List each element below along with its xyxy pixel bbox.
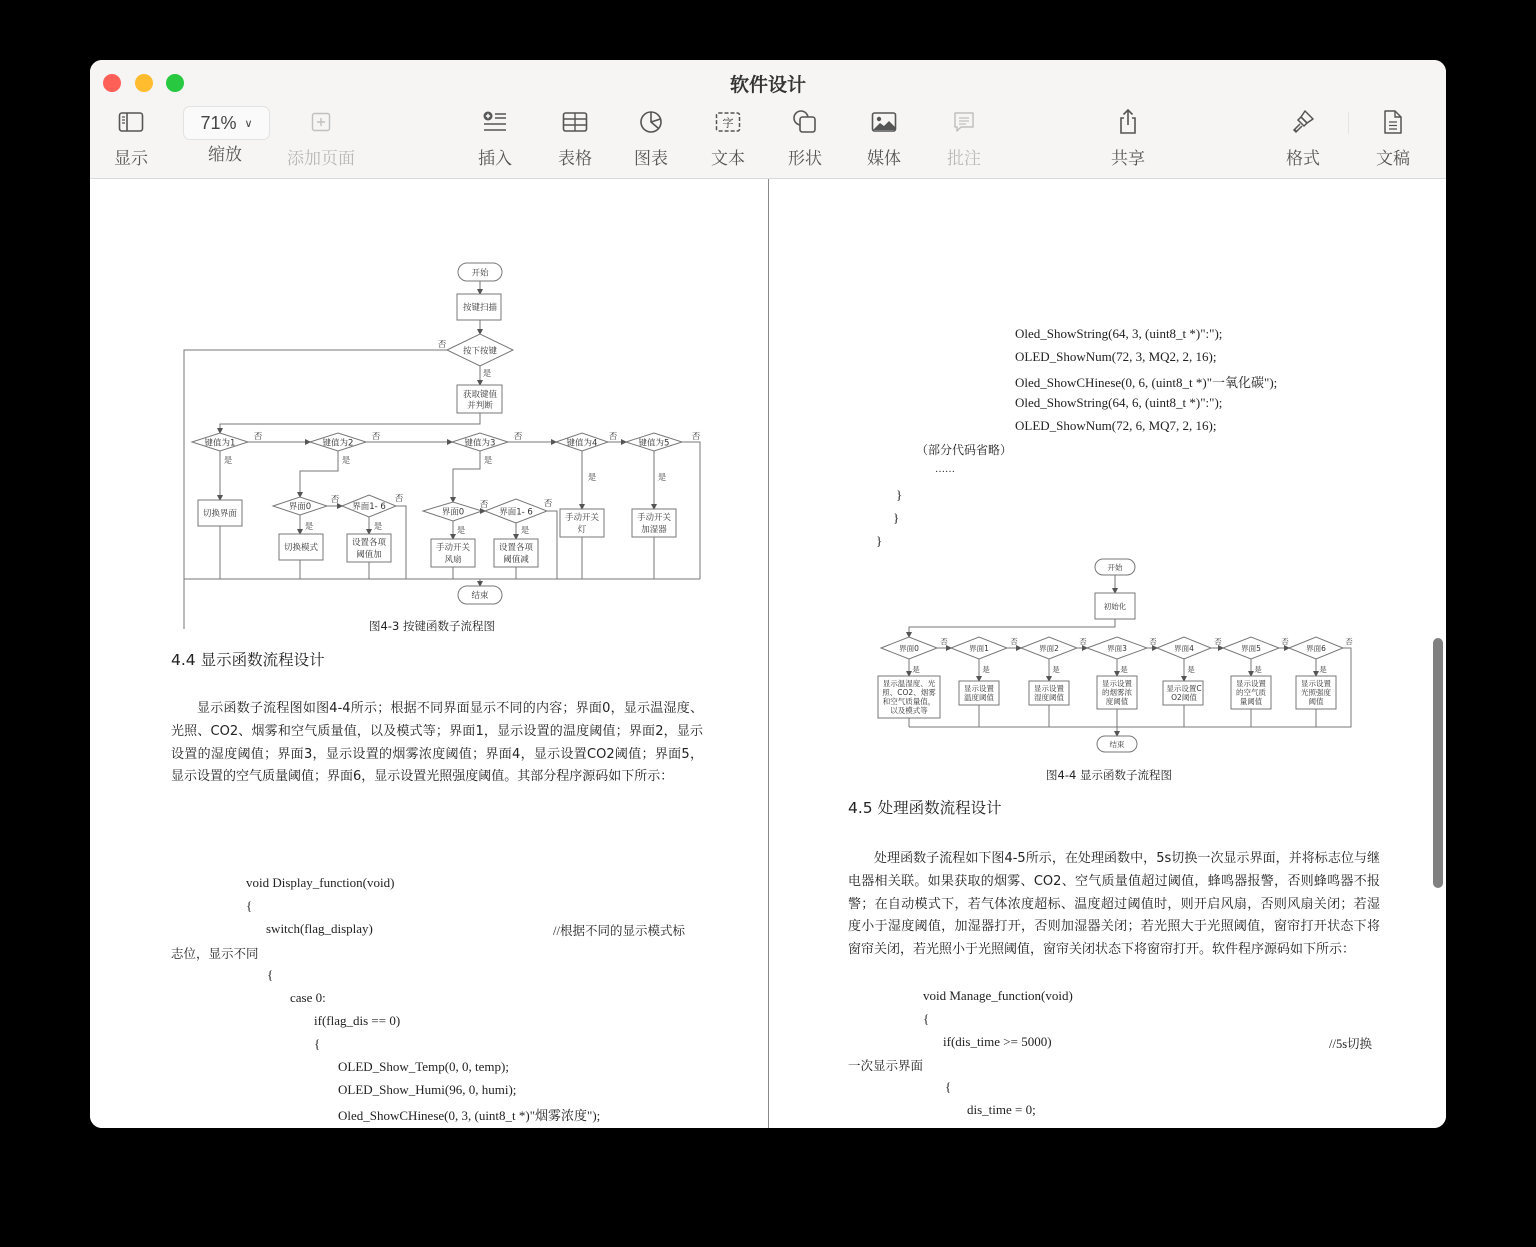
- svg-text:温度阈值: 温度阈值: [964, 693, 994, 702]
- svg-text:显示设置C: 显示设置C: [1166, 684, 1202, 693]
- zoom-dropdown[interactable]: [183, 106, 270, 140]
- svg-text:切换模式: 切换模式: [283, 543, 319, 553]
- sidebar-icon: [118, 111, 144, 133]
- svg-text:否: 否: [940, 637, 948, 646]
- chart-icon: [639, 110, 663, 134]
- svg-text:切换界面: 切换界面: [202, 509, 238, 519]
- svg-text:是: 是: [1254, 665, 1262, 674]
- svg-text:否: 否: [330, 495, 340, 505]
- svg-text:界面1: 界面1: [969, 644, 989, 653]
- svg-text:按下按键: 按下按键: [462, 346, 498, 357]
- svg-text:否: 否: [1281, 637, 1289, 646]
- svg-text:是: 是: [1052, 665, 1060, 674]
- body-paragraph: 显示函数子流程图如图4-4所示；根据不同界面显示不同的内容；界面0，显示温湿度、光照、CO2、烟雾和空气质量值，以及模式等；界面1，显示设置的温度阈值；界面2，显示设置的湿度阈值；界面3，显示设置的烟雾浓度阈值；界面4，显示设置CO2阈值；界面5，显示设置的空气质量阈值；界面6，显示设置光照强度阈值。其部分程序源码如下所示：: [171, 701, 703, 785]
- svg-text:否: 否: [437, 340, 447, 350]
- svg-text:初始化: 初始化: [1103, 602, 1127, 611]
- text-button[interactable]: [711, 104, 745, 169]
- svg-text:否: 否: [1214, 637, 1222, 646]
- svg-text:是: 是: [223, 456, 233, 466]
- svg-text:并判断: 并判断: [467, 401, 493, 411]
- format-label: 格式: [1286, 149, 1320, 168]
- svg-text:界面1- 6: 界面1- 6: [352, 502, 386, 512]
- share-label: 共享: [1111, 149, 1145, 168]
- insert-list-icon: [482, 110, 508, 134]
- key-flowchart: [180, 259, 710, 629]
- svg-text:否: 否: [371, 432, 381, 442]
- view-label: 显示: [114, 149, 148, 168]
- svg-text:显示设置: 显示设置: [1301, 679, 1331, 688]
- view-button[interactable]: [114, 104, 148, 169]
- svg-text:阈值减: 阈值减: [503, 555, 529, 565]
- svg-text:界面5: 界面5: [1241, 644, 1261, 653]
- svg-text:光照强度: 光照强度: [1301, 688, 1331, 697]
- svg-text:是: 是: [657, 473, 667, 483]
- svg-text:是: 是: [912, 665, 920, 674]
- svg-text:加湿器: 加湿器: [641, 525, 667, 535]
- zoom-label: 缩放: [208, 145, 242, 164]
- svg-text:是: 是: [341, 456, 351, 466]
- svg-text:是: 是: [982, 665, 990, 674]
- zoom-label-wrap: [208, 140, 242, 165]
- text-box-icon: [715, 111, 741, 133]
- svg-text:否: 否: [608, 432, 618, 442]
- media-button[interactable]: [867, 104, 901, 169]
- svg-text:是: 是: [1187, 665, 1195, 674]
- document-label: 文稿: [1376, 149, 1410, 168]
- svg-text:是: 是: [304, 522, 314, 532]
- svg-text:的空气质: 的空气质: [1236, 688, 1266, 697]
- add-page-label: 添加页面: [287, 149, 355, 168]
- comment-button[interactable]: [947, 104, 981, 169]
- svg-text:显示设置: 显示设置: [1102, 679, 1132, 688]
- svg-text:手动开关: 手动开关: [636, 513, 672, 523]
- section-heading: 4.4 显示函数流程设计: [171, 651, 325, 669]
- svg-text:否: 否: [691, 432, 701, 442]
- svg-text:否: 否: [1345, 637, 1353, 646]
- table-icon: [562, 111, 588, 133]
- svg-text:是: 是: [483, 456, 493, 466]
- svg-text:界面6: 界面6: [1306, 644, 1326, 653]
- svg-text:开始: 开始: [1107, 563, 1123, 572]
- svg-text:显示设置: 显示设置: [1236, 679, 1266, 688]
- svg-text:界面3: 界面3: [1107, 644, 1127, 653]
- svg-text:显示设置: 显示设置: [1034, 684, 1064, 693]
- svg-text:的烟雾浓: 的烟雾浓: [1102, 688, 1132, 697]
- page-divider: [768, 179, 769, 1128]
- svg-text:设置各项: 设置各项: [498, 543, 534, 553]
- document-icon: [1383, 109, 1403, 135]
- svg-text:界面0: 界面0: [288, 502, 312, 512]
- svg-text:是: 是: [520, 526, 530, 536]
- share-button[interactable]: [1111, 104, 1145, 169]
- document-button[interactable]: [1376, 104, 1410, 169]
- shape-label: 形状: [788, 149, 822, 168]
- add-page-icon: [310, 111, 332, 133]
- chart-label: 图表: [634, 149, 668, 168]
- toolbar: [90, 60, 1446, 179]
- insert-button[interactable]: [478, 104, 512, 169]
- chevron-down-icon: ∨: [244, 117, 253, 130]
- table-button[interactable]: [558, 104, 592, 169]
- figure-caption: 图4-3 按键函数子流程图: [369, 619, 495, 633]
- svg-text:是: 是: [587, 473, 597, 483]
- svg-text:阈值: 阈值: [1308, 697, 1324, 706]
- svg-text:风扇: 风扇: [444, 555, 462, 565]
- svg-text:设置各项: 设置各项: [351, 538, 387, 548]
- window-title: 软件设计: [729, 75, 806, 96]
- comment-label: 批注: [947, 149, 981, 168]
- svg-text:否: 否: [253, 432, 263, 442]
- svg-text:获取键值: 获取键值: [462, 390, 498, 400]
- share-icon: [1117, 108, 1139, 136]
- display-flowchart: [873, 555, 1353, 755]
- svg-text:键值为1: 键值为1: [204, 438, 236, 449]
- svg-text:显示设置: 显示设置: [964, 684, 994, 693]
- svg-text:开始: 开始: [471, 268, 489, 279]
- svg-text:界面0: 界面0: [899, 644, 919, 653]
- svg-text:界面1- 6: 界面1- 6: [499, 507, 533, 518]
- svg-text:否: 否: [479, 500, 489, 510]
- svg-text:否: 否: [543, 499, 553, 509]
- svg-text:显示温湿度、光: 显示温湿度、光: [882, 679, 936, 688]
- insert-label: 插入: [478, 149, 512, 168]
- svg-text:是: 是: [482, 369, 492, 379]
- chart-button[interactable]: [634, 104, 668, 169]
- svg-text:湿度阈值: 湿度阈值: [1034, 693, 1064, 702]
- svg-text:手动开关: 手动开关: [435, 543, 471, 553]
- body-paragraph: 处理函数子流程如下图4-5所示，在处理函数中，5s切换一次显示界面，并将标志位与继电器相关联。如果获取的烟雾、CO2、空气质量值超过阈值，蜂鸣器报警，否则蜂鸣器不报警；在自动模式下，若气体浓度超标、温度超过阈值时，则开启风扇，否则风扇关闭；若湿度小于湿度阈值，加湿器打开，否则加湿器关闭；若光照大于光照阈值，窗帘打开状态下将窗帘关闭，若光照小于光照阈值，窗帘关闭状态下将窗帘打开。软件程序源码如下所示：: [848, 851, 1380, 958]
- svg-text:结束: 结束: [471, 591, 489, 601]
- svg-text:否: 否: [1010, 637, 1018, 646]
- svg-text:以及模式等: 以及模式等: [890, 706, 928, 715]
- section-heading-4-5: 4.5 处理函数流程设计: [848, 799, 1002, 817]
- shape-button[interactable]: [788, 104, 822, 169]
- svg-text:是: 是: [1120, 665, 1128, 674]
- comment-icon: [952, 110, 976, 134]
- svg-text:是: 是: [1319, 665, 1327, 674]
- svg-text:度阈值: 度阈值: [1105, 697, 1129, 706]
- paintbrush-icon: [1291, 109, 1315, 135]
- svg-text:量阈值: 量阈值: [1239, 697, 1263, 706]
- svg-text:是: 是: [373, 522, 383, 532]
- svg-text:字: 字: [722, 116, 734, 130]
- svg-text:灯: 灯: [577, 525, 587, 535]
- table-label: 表格: [558, 149, 592, 168]
- svg-text:键值为3: 键值为3: [464, 438, 496, 449]
- svg-text:否: 否: [513, 432, 523, 442]
- svg-text:和空气质量值，: 和空气质量值，: [882, 697, 936, 706]
- svg-text:是: 是: [456, 526, 466, 536]
- svg-text:照、CO2、烟雾: 照、CO2、烟雾: [882, 688, 936, 697]
- text-label: 文本: [711, 149, 745, 168]
- svg-text:界面0: 界面0: [441, 507, 465, 518]
- media-label: 媒体: [867, 149, 901, 168]
- toolbar-separator: [1348, 112, 1349, 134]
- vertical-scrollbar[interactable]: [1433, 638, 1443, 888]
- svg-text:手动开关: 手动开关: [564, 513, 600, 523]
- format-button[interactable]: [1286, 104, 1320, 169]
- figure-caption: 图4-4 显示函数子流程图: [1046, 768, 1172, 782]
- svg-text:否: 否: [1079, 637, 1087, 646]
- svg-text:否: 否: [1149, 637, 1157, 646]
- app-window: [90, 60, 1446, 1128]
- add-page-button[interactable]: [287, 104, 355, 169]
- svg-text:O2阈值: O2阈值: [1171, 693, 1197, 702]
- svg-text:键值为2: 键值为2: [322, 438, 354, 449]
- svg-text:结束: 结束: [1109, 740, 1125, 749]
- svg-text:按键扫描: 按键扫描: [462, 303, 498, 313]
- zoom-value: 71%: [200, 112, 237, 133]
- svg-text:否: 否: [394, 494, 404, 504]
- document-canvas[interactable]: 开始 按键扫描 按下按键 否 是 获取键值 并判断 键值为1 键值为2 键值为3 键值为4 键值为5 否 否 否 否 否 是 是 是 是 是 切换界面 界面0 界面1- 6 否 否 是 是 切换模式 设置各项 阈值加 界面0 界面1- 6 否 否 是 是 手动开关 风扇 设置各项 阈值减 手动开关 灯 手动开关 加湿器 结束 图4-3 按键函数子流程图 4.4 显示函数流程设计 显示函数子流程图如图4-4所示；根据不同界面显示不同的内容；界面0，显示温湿度、光照、CO2、烟雾和空气质量值，以及模式等；界面1，显示设置的温度阈值；界面2，显示设置的湿度阈值；界面3，显示设置的烟雾浓度阈值；界面4，显示设置CO2阈值；界面5，显示设置的空气质量阈值；界面6，显示设置光照强度阈值。其部分程序源码如下所示： void Display_function(void) { switch(flag_display) //根据不同的显示模式标 志位，显示不同 { case 0: if(flag_dis == 0) { OLED_Show_Temp(0, 0, temp); OLED_Show_Humi(96, 0, humi); Oled_ShowCHinese(0, 3, (uint8_t *)"烟雾浓度"); Oled_ShowString(64, 3, (uint8_t *)":"); OLED_ShowNum(72, 3, MQ2, 2, 16); Oled_ShowCHinese(0, 6, (uint8_t *)"一氧化碳"); Oled_ShowString(64, 6, (uint8_t *)":"); OLED_ShowNum(72, 6, MQ7, 2, 16); （部分代码省略） …… } } } 开始 初始化 界面0 界面1 界面2 界面3 界面4 界面5 界面6 否 否 否 否 否 否 否 是 是 是 是 是 是 是 显示温湿度、光 照、CO2、烟雾 和空气质量值， 以及模式等 显示设置 温度阈值 显示设置 湿度阈值 显示设置 的烟雾浓 度阈值 显示设置C O2阈值 显示设置 的空气质 量阈值 显示设置 光照强度 阈值 结束 图4-4 显示函数子流程图 4.5 处理函数流程设计 处理函数子流程如下图4-5所示，在处理函数中，5s切换一次显示界面，并将标志位与继电器相关联。如果获取的烟雾、CO2、空气质量值超过阈值，蜂鸣器报警，否则蜂鸣器不报警；在自动模式下，若气体浓度超标、温度超过阈值时，则开启风扇，否则风扇关闭；若湿度小于湿度阈值，加湿器打开，否则加湿器关闭；若光照大于光照阈值，窗帘打开状态下将窗帘关闭，若光照小于光照阈值，窗帘关闭状态下将窗帘打开。软件程序源码如下所示： void Manage_function(void) { if(dis_time >= 5000) //5s切换 一次显示界面 { dis_time = 0;: [90, 179, 1446, 1128]
- svg-text:阈值加: 阈值加: [356, 550, 382, 560]
- svg-text:界面4: 界面4: [1174, 644, 1194, 653]
- shape-icon: [792, 109, 818, 135]
- media-icon: [871, 111, 897, 133]
- svg-text:键值为5: 键值为5: [638, 438, 670, 449]
- svg-text:界面2: 界面2: [1039, 644, 1059, 653]
- svg-text:键值为4: 键值为4: [566, 438, 598, 449]
